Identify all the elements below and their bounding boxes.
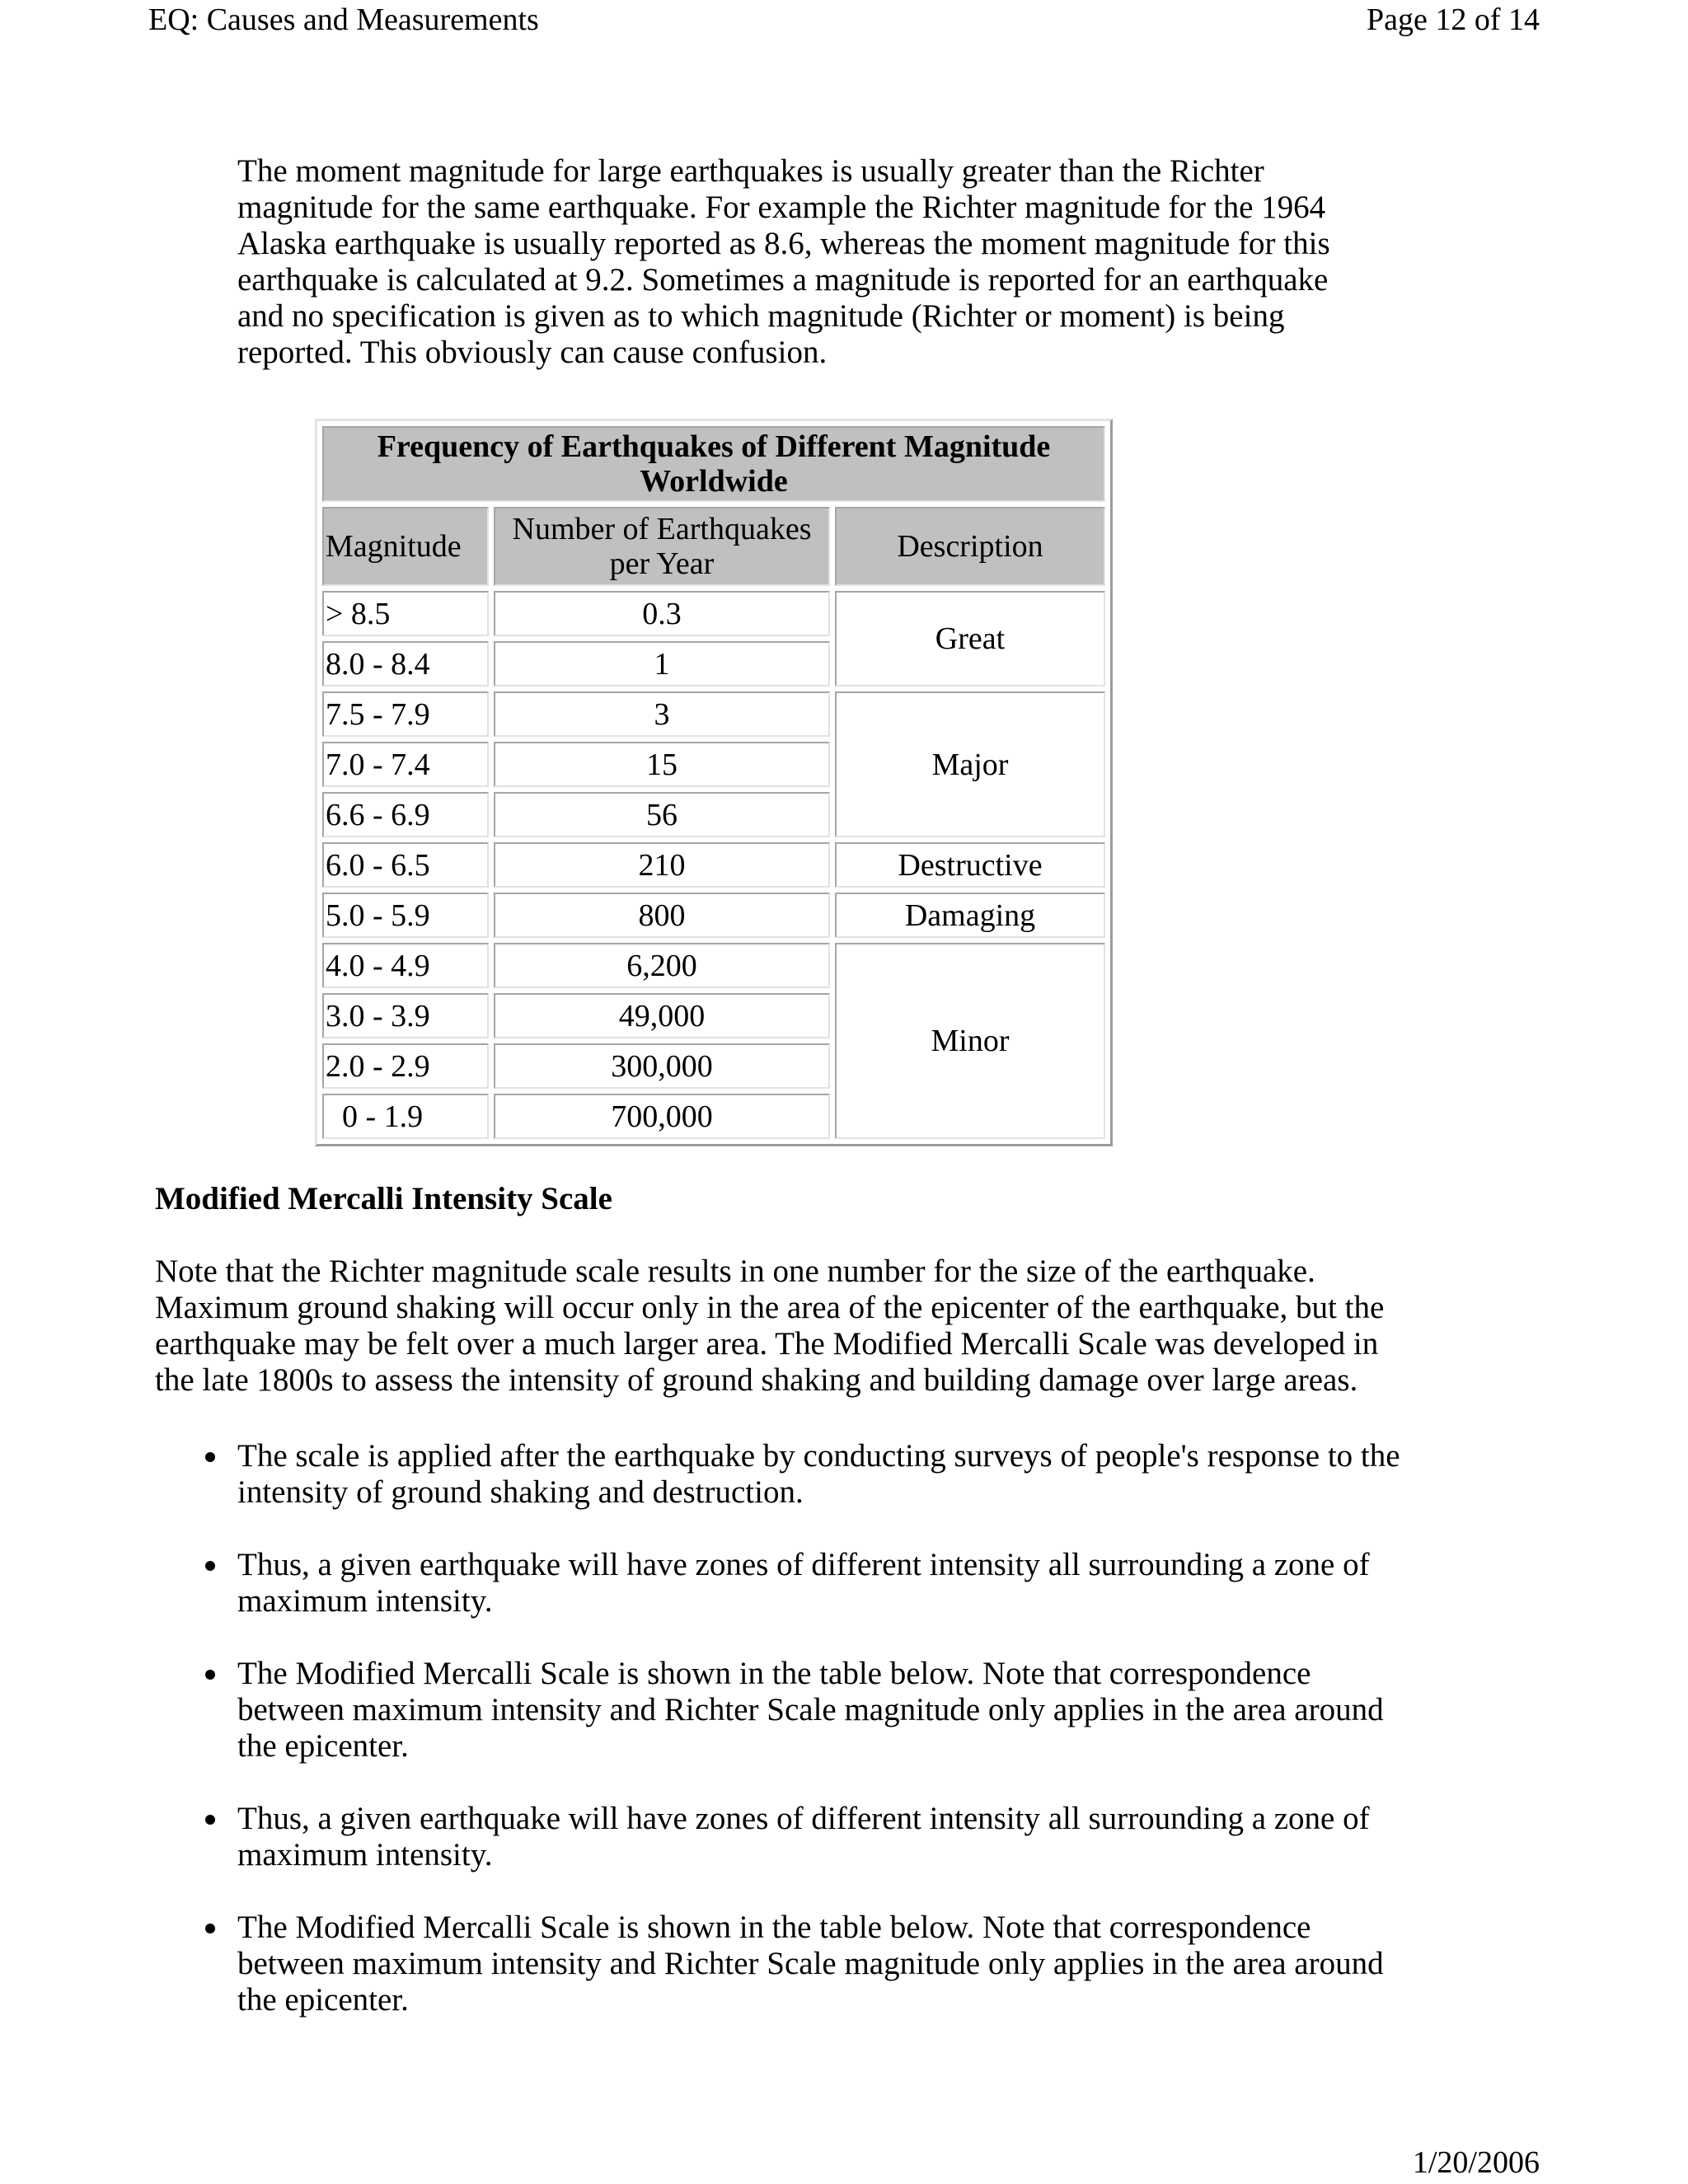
intro-line: and no specification is given as to which magnitude (Richter or moment) is being [237,298,1285,334]
list-item-line: between maximum intensity and Richter Scale magnitude only applies in the area around [237,1692,1384,1727]
magnitude-cell: 8.0 - 8.4 [322,641,489,687]
section-heading: Modified Mercalli Intensity Scale [155,1181,612,1216]
count-cell: 700,000 [494,1094,830,1139]
magnitude-cell: 0 - 1.9 [322,1094,489,1139]
count-cell: 210 [494,842,830,888]
column-header-description: Description [835,507,1105,586]
count-cell: 300,000 [494,1043,830,1089]
intro-paragraph [237,153,1330,371]
intro-line: magnitude for the same earthquake. For example the Richter magnitude for the 1964 [237,190,1326,225]
count-cell: 15 [494,742,830,787]
table-row [322,691,1105,737]
list-item-line: the epicenter. [237,1728,409,1764]
column-header-count: Number of Earthquakes per Year [494,507,830,586]
magnitude-cell: 5.0 - 5.9 [322,893,489,938]
list-item-line: between maximum intensity and Richter Scale magnitude only applies in the area around [237,1946,1384,1981]
list-item-line: The Modified Mercalli Scale is shown in the table below. Note that correspondence [237,1910,1311,1945]
bullet-icon [205,1924,215,1933]
table-row [322,943,1105,988]
intro-line: earthquake is calculated at 9.2. Sometimes a magnitude is reported for an earthquake [237,262,1329,298]
intro-line: The moment magnitude for large earthquakes is usually greater than the Richter [237,153,1264,189]
list-item [237,1547,1400,1619]
bullet-icon [205,1670,215,1680]
bullet-icon [205,1452,215,1462]
bullet-list [237,1438,1400,2055]
column-header-magnitude: Magnitude [322,507,489,586]
count-cell: 800 [494,893,830,938]
count-cell: 6,200 [494,943,830,988]
list-item-line: the epicenter. [237,1982,409,2018]
magnitude-frequency-table [315,419,1113,1146]
magnitude-cell: 7.0 - 7.4 [322,742,489,787]
count-cell: 1 [494,641,830,687]
magnitude-cell: 3.0 - 3.9 [322,993,489,1038]
table-title: Frequency of Earthquakes of Different Magnitude Worldwide [322,426,1105,502]
bullet-icon [205,1815,215,1825]
table-row [322,893,1105,938]
list-item-line: maximum intensity. [237,1583,493,1619]
mercalli-line: the late 1800s to assess the intensity of ground shaking and building damage over large areas. [155,1362,1358,1398]
list-item-line: Thus, a given earthquake will have zones of different intensity all surrounding a zone of [237,1547,1370,1582]
intro-line: reported. This obviously can cause confusion. [237,335,828,370]
list-item-line: maximum intensity. [237,1837,493,1872]
count-cell: 56 [494,792,830,837]
description-cell: Destructive [835,842,1105,888]
footer-date: 1/20/2006 [1412,2145,1540,2180]
magnitude-cell: 2.0 - 2.9 [322,1043,489,1089]
description-cell: Major [835,691,1105,837]
list-item [237,1910,1400,2018]
count-cell: 49,000 [494,993,830,1038]
description-cell: Minor [835,943,1105,1139]
document-title: EQ: Causes and Measurements [148,2,539,37]
description-cell: Damaging [835,893,1105,938]
count-cell: 3 [494,691,830,737]
list-item [237,1801,1400,1873]
list-item [237,1438,1400,1511]
table-row [322,842,1105,888]
list-item-line: Thus, a given earthquake will have zones of different intensity all surrounding a zone of [237,1801,1370,1836]
magnitude-cell: > 8.5 [322,591,489,636]
list-item [237,1656,1400,1765]
table-row [322,591,1105,636]
mercalli-line: earthquake may be felt over a much larger area. The Modified Mercalli Scale was developed in [155,1326,1379,1361]
magnitude-cell: 7.5 - 7.9 [322,691,489,737]
page-number: Page 12 of 14 [1366,2,1540,37]
count-cell: 0.3 [494,591,830,636]
intro-line: Alaska earthquake is usually reported as 8.6, whereas the moment magnitude for this [237,226,1330,261]
list-item-line: The Modified Mercalli Scale is shown in the table below. Note that correspondence [237,1656,1311,1691]
mercalli-line: Maximum ground shaking will occur only in the area of the epicenter of the earthquake, but the [155,1290,1385,1325]
magnitude-cell: 6.0 - 6.5 [322,842,489,888]
magnitude-cell: 4.0 - 4.9 [322,943,489,988]
mercalli-line: Note that the Richter magnitude scale results in one number for the size of the earthquake. [155,1254,1315,1289]
list-item-line: intensity of ground shaking and destruction. [237,1474,804,1510]
list-item-line: The scale is applied after the earthquake by conducting surveys of people's response to the [237,1438,1400,1474]
bullet-icon [205,1561,215,1571]
mercalli-paragraph [155,1254,1384,1399]
magnitude-cell: 6.6 - 6.9 [322,792,489,837]
description-cell: Great [835,591,1105,687]
